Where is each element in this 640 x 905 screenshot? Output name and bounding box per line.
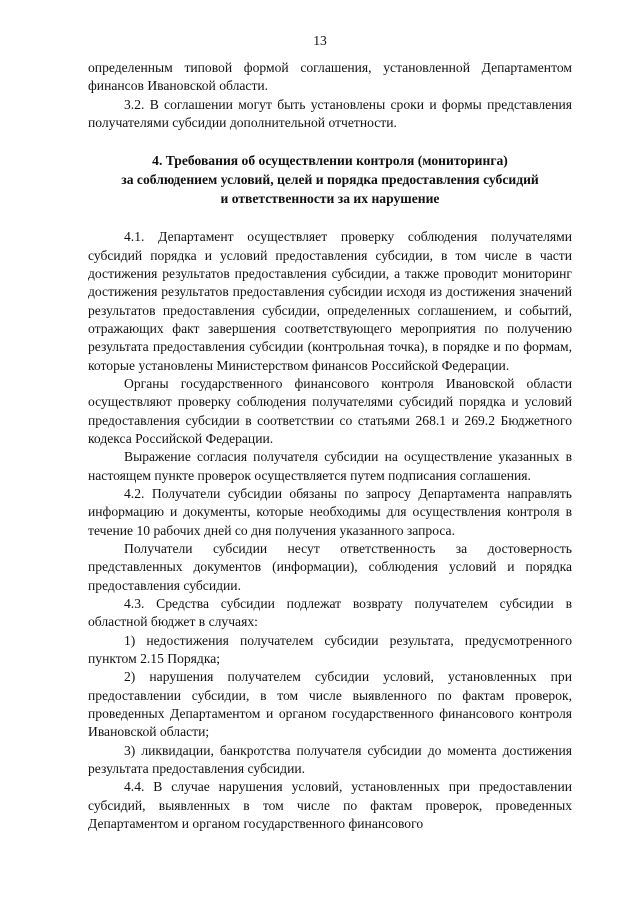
paragraph-responsibility: Получатели субсидии несут ответственность за достоверность представленных документов (информации), соблюдения условий и порядка предоставления субсидии. xyxy=(88,541,572,593)
section-heading-line-3: и ответственности за их нарушение xyxy=(220,190,440,206)
section-heading-line-2: за соблюдением условий, целей и порядка предоставления субсидий xyxy=(121,171,539,187)
paragraph-4-3: 4.3. Средства субсидии подлежат возврату получателем субсидии в областной бюджет в случаях: xyxy=(88,596,572,630)
list-item-2: 2) нарушения получателем субсидии условий, установленных при предоставлении субсидии, в том числе выявленного по фактам проверок, проведенных Департаментом и органом государственного финансового контроля Ивановской области; xyxy=(88,669,572,740)
paragraph-4-4: 4.4. В случае нарушения условий, установленных при предоставлении субсидий, выявленных в том числе по фактам проверок, проведенных Департаментом и органом государственного финансового xyxy=(88,779,572,832)
section-heading xyxy=(88,152,572,208)
list-item-1: 1) недостижения получателем субсидии результата, предусмотренного пунктом 2.15 Порядка; xyxy=(88,632,572,667)
page-number: 13 xyxy=(313,33,327,48)
paragraph-4-2: 4.2. Получатели субсидии обязаны по запросу Департамента направлять информацию и документы, которые необходимы для осуществления контроля в течение 10 рабочих дней со дня получения указанного запроса. xyxy=(88,485,572,538)
paragraph-4-1: 4.1. Департамент осуществляет проверку соблюдения получателями субсидий порядка и условий предоставления субсидии, в том числе в части достижения результатов предоставления субсидии, а также проводит мониторинг достижения результатов предоставления субсидии исходя из достижения значений результатов предоставления субсидии, определенных соглашением, и событий, отражающих факт завершения соответствующего мероприятия по получению результата предоставления субсидии (контрольная точка), в порядке и по формам, которые установлены Министерством финансов Российской Федерации. xyxy=(88,229,572,373)
paragraph-continuation: определенным типовой формой соглашения, установленной Департаментом финансов Ивановской области. xyxy=(88,60,572,94)
document-body xyxy=(88,59,572,834)
list-item-3: 3) ликвидации, банкротства получателя субсидии до момента достижения результата предоставления субсидии. xyxy=(88,742,572,777)
paragraph-consent: Выражение согласия получателя субсидии на осуществление указанных в настоящем пункте проверок осуществляется путем подписания соглашения. xyxy=(88,449,572,483)
paragraph-3-2: 3.2. В соглашении могут быть установлены сроки и формы представления получателями субсидии дополнительной отчетности. xyxy=(88,96,572,131)
paragraph-state-control: Органы государственного финансового контроля Ивановской области осуществляют проверку соблюдения получателями субсидий порядка и условий предоставления субсидии в соответствии со статьями 268.1 и 269.2 Бюджетного кодекса Российской Федерации. xyxy=(88,375,572,446)
section-heading-line-1: 4. Требования об осуществлении контроля (мониторинга) xyxy=(152,153,508,169)
